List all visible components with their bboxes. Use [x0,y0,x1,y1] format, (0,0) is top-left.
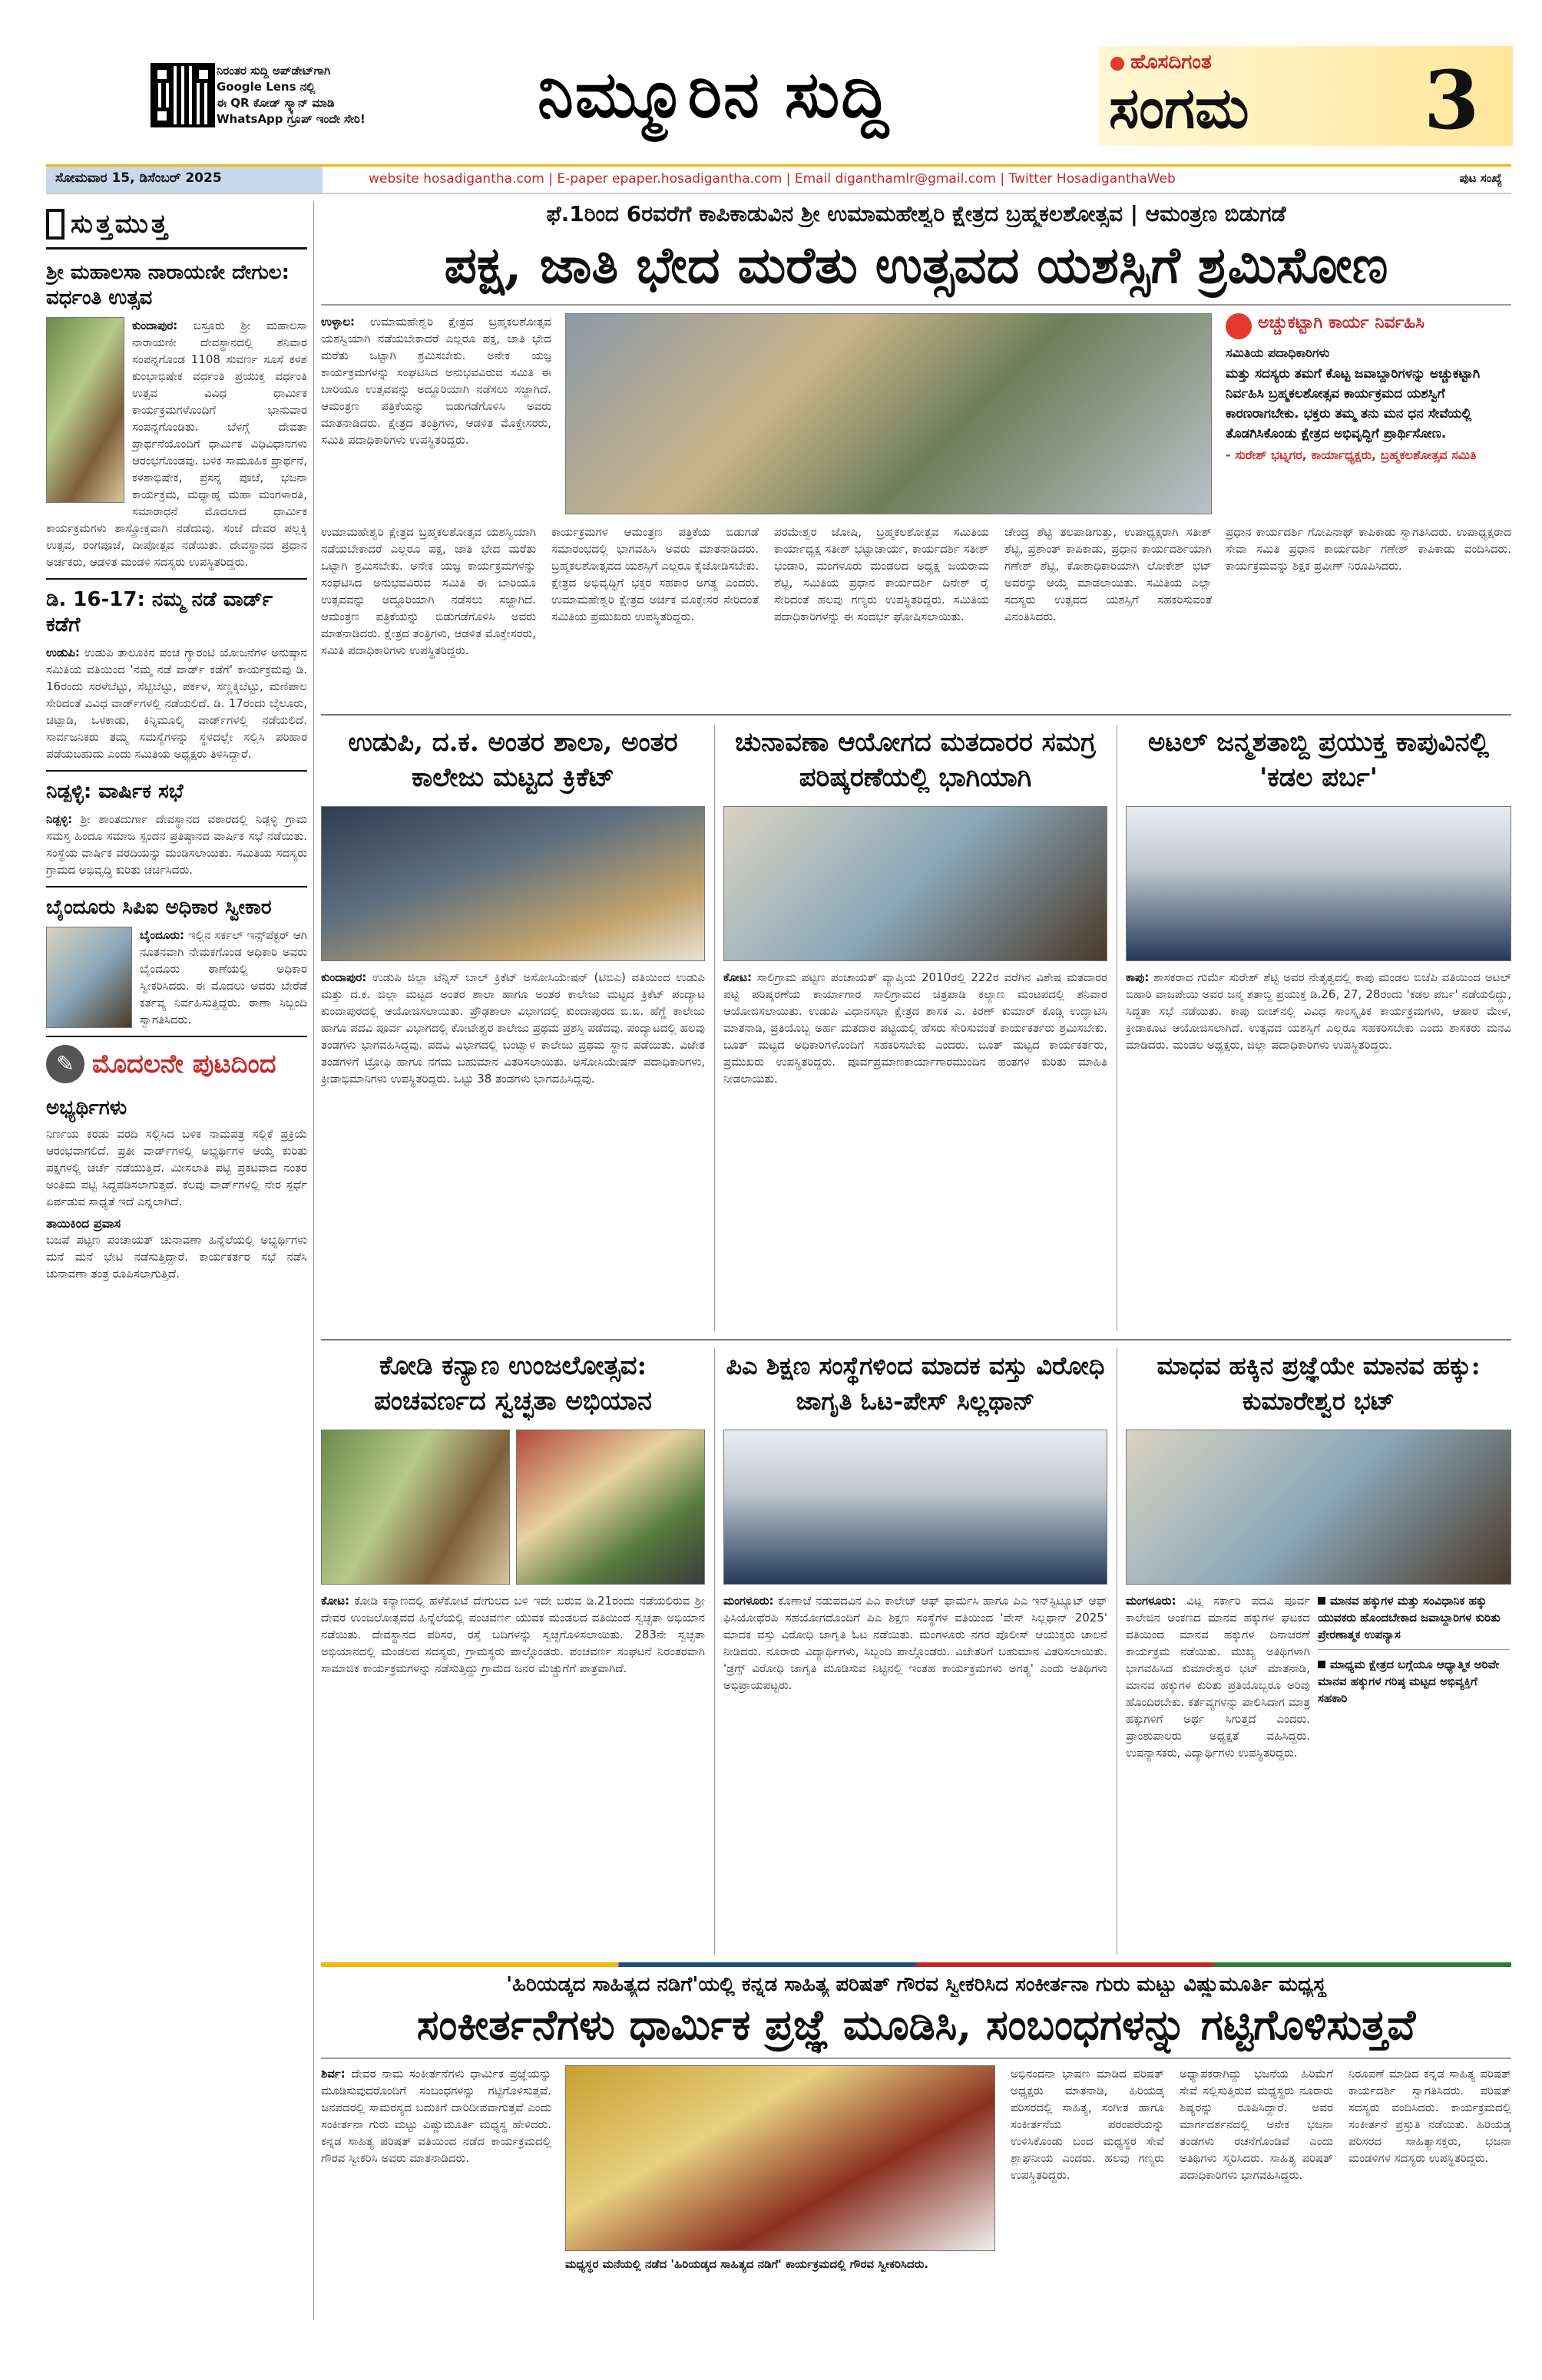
story-photo [1126,1430,1511,1585]
brand-big: ಸಂಗಮ [1109,75,1249,141]
color-divider [321,1962,1511,1967]
story-dateline: ಬೈಂದೂರು: [140,928,184,942]
quote-byline: - ಸುರೇಶ್ ಭಟ್ನಗರ, ಕಾರ್ಯಾಧ್ಯಕ್ಷರು, ಬ್ರಹ್ಮಕಲಶೋತ್ಸವ ಸಮಿತಿ [1226,448,1477,462]
contact-links: website hosadigantha.com | E-paper epaper.hosadigantha.com | Email diganthamlr@gmail.com | Twitter HosadiganthaWeb [369,171,1176,187]
section-icon [46,209,65,240]
twitter-link[interactable]: Twitter HosadiganthaWeb [1008,171,1176,187]
row3-story-3: ಮಾಧವ ಹಕ್ಕಿನ ಪ್ರಜ್ಞೆಯೇ ಮಾನವ ಹಕ್ಕು: ಕುಮಾರೇಶ್ವರ ಭಟ್ ಮಂಗಳೂರು: ವಿಟ್ಲ ಸರ್ಕಾರಿ ಪದವಿ ಪೂರ್ವ ಕಾಲೇಜಿನ ಅಂಕಣದ ಮಾನವ ಹಕ್ಕುಗಳ ಘಟಕದ ವತಿಯಿಂದ ಮಾನವ ಹಕ್ಕುಗಳ ದಿನಾಚರಣೆ ಕಾರ್ಯಕ್ರಮ ನಡೆಯಿತು. ಮುಖ್ಯ ಅತಿಥಿಗಳಾಗಿ ಭಾಗವಹಿಸಿದ ಕುಮಾರೇಶ್ವರ ಭಟ್ ಮಾತನಾಡಿ, ಮಾನವ ಹಕ್ಕುಗಳ ಕುರಿತು ಪ್ರತಿಯೊಬ್ಬರೂ ಅರಿವು ಹೊಂದಿರಬೇಕು. ಕರ್ತವ್ಯಗಳನ್ನು ಪಾಲಿಸಿದಾಗ ಮಾತ್ರ ಹಕ್ಕುಗಳಿಗೆ ಅರ್ಥ ಸಿಗುತ್ತದೆ ಎಂದರು. ಪ್ರಾಂಶುಪಾಲರು ಅಧ್ಯಕ್ಷತೆ ವಹಿಸಿದ್ದರು. ಉಪನ್ಯಾಸಕರು, ವಿದ್ಯಾರ್ಥಿಗಳು ಉಪಸ್ಥಿತರಿದ್ದರು. ಮಾನವ ಹಕ್ಕುಗಳ ಮತ್ತು ಸಂವಿಧಾನಿಕ ಹಕ್ಕು ಯುವಕರು ಹೊಂದಬೇಕಾದ ಜವಾಬ್ದಾರಿಗಳ ಕುರಿತು ಪ್ರೇರಣಾತ್ಮಕ ಉಪನ್ಯಾಸ ಮಾಧ್ಯಮ ಕ್ಷೇತ್ರದ ಬಗ್ಗೆಯೂ ಆಧ್ಯಾತ್ಮಿಕ ಅರಿವೇ ಮಾನವ ಹಕ್ಕುಗಳ ಗರಿಷ್ಠ ಮಟ್ಟದ ಅಭಿವ್ಯಕ್ತಿಗೆ ಸಹಕಾರಿ [1126,1348,1511,1955]
row3-story-2: ಪಿಎ ಶಿಕ್ಷಣ ಸಂಸ್ಥೆಗಳಿಂದ ಮಾದಕ ವಸ್ತು ವಿರೋಧಿ ಜಾಗೃತಿ ಓಟ-ಪೇಸ್ ಸಿಲ್ಲಥಾನ್ ಮಂಗಳೂರು: ಕೊಣಾಜೆ ನಡುಪದವಿನ ಪಿಎ ಕಾಲೇಜ್ ಆಫ್ ಫಾರ್ಮಸಿ ಹಾಗೂ ಪಿಎ ಇನ್‌ಸ್ಟಿಟ್ಯೂಟ್ ಆಫ್ ಫಿಸಿಯೋಥೆರಪಿ ಸಹಯೋಗದೊಂದಿಗೆ ಪಿಎ ಶಿಕ್ಷಣ ಸಂಸ್ಥೆಗಳ ವತಿಯಿಂದ 'ಪೇಸ್ ಸಿಲ್ಲಥಾನ್ 2025' ಮಾದಕ ವಸ್ತು ವಿರೋಧಿ ಜಾಗೃತಿ ಓಟ ನಡೆಯಿತು. ಮಂಗಳೂರು ನಗರ ಪೊಲೀಸ್ ಆಯುಕ್ತರು ಚಾಲನೆ ನೀಡಿದರು. ನೂರಾರು ವಿದ್ಯಾರ್ಥಿಗಳು, ಸಿಬ್ಬಂದಿ ಪಾಲ್ಗೊಂಡರು. ವಿಜೇತರಿಗೆ ಬಹುಮಾನ ವಿತರಿಸಲಾಯಿತು. 'ಡ್ರಗ್ಸ್ ವಿರೋಧಿ ಜಾಗೃತಿ ಮೂಡಿಸುವ ನಿಟ್ಟಿನಲ್ಲಿ ಇಂತಹ ಕಾರ್ಯಕ್ರಮಗಳು ಅಗತ್ಯ' ಎಂದು ಅತಿಥಿಗಳು ಅಭಿಪ್ರಾಯಪಟ್ಟರು. [723,1348,1107,1955]
sidebar-story [46,895,307,1028]
story-photo [565,2065,995,2251]
row3-story-1: ಕೋಡಿ ಕನ್ಯಾಣ ಉಂಜಲೋತ್ಸವ: ಪಂಚವರ್ಣದ ಸ್ವಚ್ಛತಾ ಅಭಿಯಾನ ಕೋಟ: ಕೋಡಿ ಕನ್ಯಾಣದಲ್ಲಿ ಹಳೆಕೋಟೆ ದೇಗುಲದ ಬಳಿ ಇದೇ ಬರುವ ಡಿ.21ರಂದು ನಡೆಯಲಿರುವ ಶ್ರೀ ದೇವರ ಉಂಜಲೋತ್ಸವದ ಹಿನ್ನೆಲೆಯಲ್ಲಿ ಪಂಚವರ್ಣ ಯುವಕ ಮಂಡಲದ ವತಿಯಿಂದ ಸ್ವಚ್ಛತಾ ಅಭಿಯಾನ ನಡೆಯಿತು. ದೇವಸ್ಥಾನದ ಪರಿಸರ, ರಸ್ತೆ ಬದಿಗಳನ್ನು ಸ್ವಚ್ಛಗೊಳಿಸಲಾಯಿತು. 283ನೇ ಸ್ವಚ್ಛತಾ ಅಭಿಯಾನದಲ್ಲಿ ಮಂಡಲದ ಸದಸ್ಯರು, ಗ್ರಾಮಸ್ಥರು ಪಾಲ್ಗೊಂಡರು. ಪಂಚವರ್ಣ ಸಂಘಟನೆ ನಿರಂತರವಾಗಿ ಸಾಮಾಜಿಕ ಕಾರ್ಯಕ್ರಮಗಳನ್ನು ನಡೆಸುತ್ತಿದ್ದು ಗ್ರಾಮದ ಜನರ ಮೆಚ್ಚುಗೆಗೆ ಪಾತ್ರವಾಗಿದೆ. [321,1348,705,1955]
story-photo [321,806,705,961]
story-text: ಉಡುಪಿ ತಾಲೂಕಿನ ಪಂಚ ಗ್ಯಾರಂಟಿ ಯೋಜನೆಗಳ ಅನುಷ್ಠಾನ ಸಮಿತಿಯ ವತಿಯಿಂದ 'ನಮ್ಮ ನಡೆ ವಾರ್ಡ್ ಕಡೆಗೆ' ಕಾರ್ಯಕ್ರಮವು ಡಿ. 16ರಂದು ಸರಳೆಬೆಟ್ಟು, ಸೆಟ್ಟಿಬೆಟ್ಟು, ಪರ್ಕಳ, ಸಣ್ಣಕ್ಕಿಬೆಟ್ಟು, ಮಣಿಪಾಲ ಸೇರಿದಂತೆ ವಿವಿಧ ವಾರ್ಡ್‌ಗಳಲ್ಲಿ ನಡೆಯಲಿದೆ. ಡಿ. 17ರಂದು ಬೈಲೂರು, ಚಿಟ್ಪಾಡಿ, ಒಳಕಾಡು, ಕಿನ್ನಿಮೂಲ್ಕಿ ವಾರ್ಡ್‌ಗಳಲ್ಲಿ ನಡೆಯಲಿದೆ. ಸಾರ್ವಜನಿಕರು ತಮ್ಮ ಸಮಸ್ಯೆಗಳನ್ನು ಸ್ಥಳದಲ್ಲೇ ಸಲ್ಲಿಸಿ ಪರಿಹಾರ ಪಡೆಯಬಹುದು ಎಂದು ಸಮಿತಿಯ ಅಧ್ಯಕ್ಷರು ತಿಳಿಸಿದ್ದಾರೆ. [46,646,307,761]
top-col-5: ಚೇಂದ್ರ ಶೆಟ್ಟಿ ತಲಪಾಡಿಗುತ್ತು, ಉಪಾಧ್ಯಕ್ಷರಾಗಿ ಸತೀಶ್ ಶೆಟ್ಟಿ, ಪ್ರಶಾಂತ್ ಕಾಪಿಕಾಡು, ಪ್ರಧಾನ ಕಾರ್ಯದರ್ಶಿಯಾಗಿ ಗಣೇಶ್ ಶೆಟ್ಟಿ, ಕೋಶಾಧಿಕಾರಿಯಾಗಿ ಲೋಕೇಶ್ ಭಟ್ ಅವರನ್ನು ಆಯ್ಕೆ ಮಾಡಲಾಯಿತು. ಸಮಿತಿಯ ಎಲ್ಲಾ ಸದಸ್ಯರು ಉತ್ಸವದ ಯಶಸ್ಸಿಗೆ ಸಹಕರಿಸುವಂತೆ ವಿನಂತಿಸಿದರು. [1004,525,1212,623]
masthead-title: ನಿಮ್ಮೂರಿನ ಸುದ್ದಿ [538,56,891,132]
top-photo [565,313,1212,514]
date-badge [46,167,323,193]
story-dateline: ಕುಂದಾಪುರ: [132,319,178,332]
top-col-3: ಕಾರ್ಯಕ್ರಮಗಳ ಆಮಂತ್ರಣ ಪತ್ರಿಕೆಯ ಬಿಡುಗಡೆ ಸಮಾರಂಭದಲ್ಲಿ ಭಾಗವಹಿಸಿ ಅವರು ಮಾತನಾಡಿದರು. ಬ್ರಹ್ಮಕಲಶೋತ್ಸವದ ಯಶಸ್ಸಿಗೆ ಎಲ್ಲರೂ ಕೈಜೋಡಿಸಬೇಕು. ಕ್ಷೇತ್ರದ ಅಭಿವೃದ್ಧಿಗೆ ಭಕ್ತರ ಸಹಕಾರ ಅಗತ್ಯ ಎಂದರು. ಉಮಾಮಹೇಶ್ವರಿ ಕ್ಷೇತ್ರದ ಅರ್ಚಕ ಮೊಕ್ತೇಸರ ಸೇರಿದಂತೆ ಸಮಿತಿಯ ಪ್ರಮುಖರು ಉಪಸ್ಥಿತರಿದ್ದರು. [551,525,759,623]
qr-line: WhatsApp ಗ್ರೂಪ್ ಇಂದೇ ಸೇರಿ! [217,112,366,126]
bullet-point: ಮಾನವ ಹಕ್ಕುಗಳ ಮತ್ತು ಸಂವಿಧಾನಿಕ ಹಕ್ಕು ಯುವಕರು ಹೊಂದಬೇಕಾದ ಜವಾಬ್ದಾರಿಗಳ ಕುರಿತು ಪ್ರೇರಣಾತ್ಮಕ ಉಪನ್ಯಾಸ [1318,1592,1510,1650]
row2-story-2: ಚುನಾವಣಾ ಆಯೋಗದ ಮತದಾರರ ಸಮಗ್ರ ಪರಿಷ್ಕರಣೆಯಲ್ಲಿ ಭಾಗಿಯಾಗಿ ಕೋಟ: ಸಾಲಿಗ್ರಾಮ ಪಟ್ಟಣ ಪಂಚಾಯತ್ ವ್ಯಾಪ್ತಿಯ 2010ರಲ್ಲಿ 222ರ ವರೆಗಿನ ವಿಶೇಷ ಮತದಾರರ ಪಟ್ಟಿ ಪರಿಷ್ಕರಣೆಯ ಕಾರ್ಯಾಗಾರ ಸಾಲಿಗ್ರಾಮದ ಚಿತ್ರಪಾಡಿ ಕಲ್ಯಾಣ ಮಂಟಪದಲ್ಲಿ ಶನಿವಾರ ಆಯೋಜಿಸಲಾಯಿತು. ಉಡುಪಿ ವಿಧಾನಸಭಾ ಕ್ಷೇತ್ರದ ಶಾಸಕ ಎ. ಕಿರಣ್ ಕುಮಾರ್ ಕೊಡ್ಗಿ ಉದ್ಘಾಟಿಸಿ ಮಾತನಾಡಿ, ಪ್ರತಿಯೊಬ್ಬ ಅರ್ಹ ಮತದಾರ ಪಟ್ಟಿಯಲ್ಲಿ ಹೆಸರು ಸೇರಿಸುವಂತೆ ಕಾರ್ಯಕರ್ತರು ಶ್ರಮಿಸಬೇಕು. ಬೂತ್ ಮಟ್ಟದ ಅಧಿಕಾರಿಗಳೊಂದಿಗೆ ಸಹಕರಿಸಬೇಕು ಎಂದರು. ಬೂತ್ ಮಟ್ಟದ ಕಾರ್ಯಕರ್ತರು, ಪ್ರಮುಖರು ಉಪಸ್ಥಿತರಿದ್ದರು. ಪೂರ್ವಪ್ರಮಾಣಕಾರ್ಯಾಗಾರಮುಂದಿನ ಹಂತಗಳ ಕುರಿತು ಮಾಹಿತಿ ನೀಡಲಾಯಿತು. [723,725,1107,1331]
email-link[interactable]: Email diganthamlr@gmail.com [794,171,996,187]
story-headline: ಡಿ. 16-17: ನಮ್ಮ ನಡೆ ವಾರ್ಡ್ ಕಡೆಗೆ [46,588,273,636]
page-number: 3 [1424,53,1480,147]
story-headline: ಪಿಎ ಶಿಕ್ಷಣ ಸಂಸ್ಥೆಗಳಿಂದ ಮಾದಕ ವಸ್ತು ವಿರೋಧಿ ಜಾಗೃತಿ ಓಟ-ಪೇಸ್ ಸಿಲ್ಲಥಾನ್ [726,1351,1105,1416]
bottom-col-4: ನಿರೂಪಣೆ ಮಾಡಿದ ಕನ್ನಡ ಸಾಹಿತ್ಯ ಪರಿಷತ್ ಕಾರ್ಯದರ್ಶಿ ಸ್ವಾಗತಿಸಿದರು. ಪರಿಷತ್ ಸದಸ್ಯರು ವಂದಿಸಿದರು. ಕಾರ್ಯಕ್ರಮದಲ್ಲಿ ಸಂಕೀರ್ತನೆ ಪ್ರಸ್ತುತಿ ನಡೆಯಿತು. ಹಿರಿಯಡ್ಕ ಪರಿಸರದ ಸಾಹಿತ್ಯಾಸಕ್ತರು, ಭಜನಾ ಮಂಡಳಿಗಳ ಸದಸ್ಯರು ಉಪಸ್ಥಿತರಿದ್ದರು. [1348,2067,1511,2165]
story-text: ಇಲ್ಲಿನ ಸರ್ಕಲ್ ಇನ್ಸ್‌ಪೆಕ್ಟರ್ ಆಗಿ ನೂತನವಾಗಿ ನೇಮಕಗೊಂಡ ಅಧಿಕಾರಿ ಅವರು ಬೈಂದೂರು ಠಾಣೆಯಲ್ಲಿ ಅಧಿಕಾರ ಸ್ವೀಕರಿಸಿದರು. ಈ ಮೊದಲು ಅವರು ಬೇರೆಡೆ ಕರ್ತವ್ಯ ನಿರ್ವಹಿಸುತ್ತಿದ್ದರು. ಠಾಣಾ ಸಿಬ್ಬಂದಿ ಸ್ವಾಗತಿಸಿದರು. [140,928,307,1026]
photo-caption: ಮಧ್ಯಸ್ಥರ ಮನೆಯಲ್ಲಿ ನಡೆದ 'ಹಿರಿಯಡ್ಕದ ಸಾಹಿತ್ಯದ ನಡಿಗೆ' ಕಾರ್ಯಕ್ರಮದಲ್ಲಿ ಗೌರವ ಸ್ವೀಕರಿಸಿದರು. [565,2257,928,2271]
qr-line: ನಿರಂತರ ಸುದ್ದಿ ಅಪ್‌ಡೇಟ್‌ಗಾಗಿ [217,64,331,78]
story-photo [723,1430,1107,1585]
story-photo [516,1430,705,1585]
date-bar [46,164,1511,194]
top-kicker: ಫೆ.1ರಿಂದ 6ರವರೆಗೆ ಕಾಪಿಕಾಡುವಿನ ಶ್ರೀ ಉಮಾಮಹೇಶ್ವರಿ ಕ್ಷೇತ್ರದ ಬ್ರಹ್ಮಕಲಶೋತ್ಸವ | ಆಮಂತ್ರಣ ಬಿಡುಗಡೆ [546,201,1286,226]
pencil-icon: ✎ [46,1045,84,1083]
bottom-story [321,1973,1511,2320]
bottom-kicker: 'ಹಿರಿಯಡ್ಕದ ಸಾಹಿತ್ಯದ ನಡಿಗೆ'ಯಲ್ಲಿ ಕನ್ನಡ ಸಾಹಿತ್ಯ ಪರಿಷತ್ ಗೌರವ ಸ್ವೀಕರಿಸಿದ ಸಂಕೀರ್ತನಾ ಗುರು ಮಟ್ಟು ವಿಷ್ಣುಮೂರ್ತಿ ಮಧ್ಯಸ್ಥ [506,1973,1326,1996]
brand-logo-icon [1110,57,1124,71]
continued-subhead-2: ತಾಯಿಕಿಂದ ಪ್ರವಾಸ [46,1216,121,1231]
continued-title: ಮೊದಲನೇ ಪುಟದಿಂದ [92,1049,276,1079]
story-text: ಬಸ್ರೂರು ಶ್ರೀ ಮಹಾಲಸಾ ನಾರಾಯಣೀ ದೇವಸ್ಥಾನದಲ್ಲಿ ಶನಿವಾರ ಸಂಪನ್ನಗೊಂಡ 1108 ಸುವರ್ಣ ಸೂಸೆ ಕಳಶ ಕುಂಭಾಭಿಷೇಕ ವರ್ಧಂತಿ ಪ್ರಯುಕ್ತ ವರ್ಧಂತಿ ಉತ್ಸವ ವಿವಿಧ ಧಾರ್ಮಿಕ ಕಾರ್ಯಕ್ರಮಗಳೊಂದಿಗೆ ಭಾನುವಾರ ಸಂಪನ್ನಗೊಂಡಿತು. ಬೆಳಗ್ಗೆ ದೇವತಾ ಪ್ರಾರ್ಥನೆಯೊಂದಿಗೆ ಧಾರ್ಮಿಕ ವಿಧಿವಿಧಾನಗಳು ಆರಂಭಗೊಂಡವು. ಬಳಿಕ ಸಾಮೂಹಿಕ ಪ್ರಾರ್ಥನೆ, ಕಳಶಾಭಿಷೇಕ, ಪ್ರಸನ್ನ ಪೂಜೆ, ಭಜನಾ ಕಾರ್ಯಕ್ರಮ, ಮಧ್ಯಾಹ್ನ ಮಹಾ ಮಂಗಳಾರತಿ, ಸಮಾರಾಧನೆ ಮೊದಲಾದ ಧಾರ್ಮಿಕ ಕಾರ್ಯಕ್ರಮಗಳು ಶಾಸ್ತ್ರೋಕ್ತವಾಗಿ ನಡೆದುವು. ಸಂಜೆ ದೇವರ ಪಲ್ಲಕ್ಕಿ ಉತ್ಸವ, ರಂಗಪೂಜೆ, ದೀಪೋತ್ಸವ ನಡೆಯಿತು. ದೇವಸ್ಥಾನದ ಪ್ರಧಾನ ಅರ್ಚಕರು, ಆಡಳಿತ ಮಂಡಳಿ ಸದಸ್ಯರು ಉಪಸ್ಥಿತರಿದ್ದರು. [46,319,307,569]
brand-block [1098,46,1513,146]
bottom-col-1: ಶಿರ್ವ: ದೇವರ ನಾಮ ಸಂಕೀರ್ತನೆಗಳು ಧಾರ್ಮಿಕ ಪ್ರಜ್ಞೆಯನ್ನು ಮೂಡಿಸುವುದರೊಂದಿಗೆ ಸಂಬಂಧಗಳನ್ನು ಗಟ್ಟಿಗೊಳಿಸುತ್ತವೆ. ಜನಪದರಲ್ಲಿ ಸಾಮರಸ್ಯದ ಬದುಕಿಗೆ ದಾರಿದೀಪವಾಗುತ್ತವೆ ಎಂದು ಸಂಕೀರ್ತನಾ ಗುರು ಮಟ್ಟು ವಿಷ್ಣುಮೂರ್ತಿ ಮಧ್ಯಸ್ಥ ಹೇಳಿದರು. ಕನ್ನಡ ಸಾಹಿತ್ಯ ಪರಿಷತ್ ವತಿಯಿಂದ ನಡೆದ ಕಾರ್ಯಕ್ರಮದಲ್ಲಿ ಗೌರವ ಸ್ವೀಕರಿಸಿ ಅವರು ಮಾತನಾಡಿದರು. [321,2067,551,2165]
story-text: ವಿಟ್ಲ ಸರ್ಕಾರಿ ಪದವಿ ಪೂರ್ವ ಕಾಲೇಜಿನ ಅಂಕಣದ ಮಾನವ ಹಕ್ಕುಗಳ ಘಟಕದ ವತಿಯಿಂದ ಮಾನವ ಹಕ್ಕುಗಳ ದಿನಾಚರಣೆ ಕಾರ್ಯಕ್ರಮ ನಡೆಯಿತು. ಮುಖ್ಯ ಅತಿಥಿಗಳಾಗಿ ಭಾಗವಹಿಸಿದ ಕುಮಾರೇಶ್ವರ ಭಟ್ ಮಾತನಾಡಿ, ಮಾನವ ಹಕ್ಕುಗಳ ಕುರಿತು ಪ್ರತಿಯೊಬ್ಬರೂ ಅರಿವು ಹೊಂದಿರಬೇಕು. ಕರ್ತವ್ಯಗಳನ್ನು ಪಾಲಿಸಿದಾಗ ಮಾತ್ರ ಹಕ್ಕುಗಳಿಗೆ ಅರ್ಥ ಸಿಗುತ್ತದೆ ಎಂದರು. ಪ್ರಾಂಶುಪಾಲರು ಅಧ್ಯಕ್ಷತೆ ವಹಿಸಿದ್ದರು. ಉಪನ್ಯಾಸಕರು, ವಿದ್ಯಾರ್ಥಿಗಳು ಉಪಸ್ಥಿತರಿದ್ದರು. [1126,1594,1310,1760]
story-text: ಕೋಡಿ ಕನ್ಯಾಣದಲ್ಲಿ ಹಳೆಕೋಟೆ ದೇಗುಲದ ಬಳಿ ಇದೇ ಬರುವ ಡಿ.21ರಂದು ನಡೆಯಲಿರುವ ಶ್ರೀ ದೇವರ ಉಂಜಲೋತ್ಸವದ ಹಿನ್ನೆಲೆಯಲ್ಲಿ ಪಂಚವರ್ಣ ಯುವಕ ಮಂಡಲದ ವತಿಯಿಂದ ಸ್ವಚ್ಛತಾ ಅಭಿಯಾನ ನಡೆಯಿತು. ದೇವಸ್ಥಾನದ ಪರಿಸರ, ರಸ್ತೆ ಬದಿಗಳನ್ನು ಸ್ವಚ್ಛಗೊಳಿಸಲಾಯಿತು. 283ನೇ ಸ್ವಚ್ಛತಾ ಅಭಿಯಾನದಲ್ಲಿ ಮಂಡಲದ ಸದಸ್ಯರು, ಗ್ರಾಮಸ್ಥರು ಪಾಲ್ಗೊಂಡರು. ಪಂಚವರ್ಣ ಸಂಘಟನೆ ನಿರಂತರವಾಗಿ ಸಾಮಾಜಿಕ ಕಾರ್ಯಕ್ರಮಗಳನ್ನು ನಡೆಸುತ್ತಿದ್ದು ಗ್ರಾಮದ ಜನರ ಮೆಚ್ಚುಗೆಗೆ ಪಾತ್ರವಾಗಿದೆ. [321,1594,705,1675]
story-headline: ಉಡುಪಿ, ದ.ಕ. ಅಂತರ ಶಾಲಾ, ಅಂತರ ಕಾಲೇಜು ಮಟ್ಟದ ಕ್ರಿಕೆಟ್ [348,727,678,793]
story-photo [46,317,124,503]
top-col-4: ಪರಮೇಶ್ವರ ಜೋಷಿ, ಬ್ರಹ್ಮಕಲಶೋತ್ಸವ ಸಮಿತಿಯ ಕಾರ್ಯಾಧ್ಯಕ್ಷ ಸತೀಶ್ ಭಟ್ಟಾಚಾರ್ಯ, ಕಾರ್ಯದರ್ಶಿ ಸತೀಶ್ ಭಂಡಾರಿ, ಮಂಗಳೂರು ಮಂಡಲದ ಅಧ್ಯಕ್ಷ ಜಯರಾಮ ಶೆಟ್ಟಿ, ಸಮಿತಿಯ ಪ್ರಧಾನ ಕಾರ್ಯದರ್ಶಿ ದಿನೇಶ್ ರೈ ಸೇರಿದಂತೆ ಹಲವು ಗಣ್ಯರು ಉಪಸ್ಥಿತರಿದ್ದರು. ಸಮಿತಿಯ ಪದಾಧಿಕಾರಿಗಳನ್ನು ಈ ಸಂದರ್ಭ ಘೋಷಿಸಲಾಯಿತು. [774,525,989,623]
bottom-col-3: ಅಧ್ಯಾಪಕರಾಗಿದ್ದು ಭಜನೆಯ ಹಿರಿಮೆಗೆ ಸೇವೆ ಸಲ್ಲಿಸುತ್ತಿರುವ ಮಧ್ಯಸ್ಥರು ನೂರಾರು ಶಿಷ್ಯರನ್ನು ರೂಪಿಸಿದ್ದಾರೆ. ಅವರ ಮಾರ್ಗದರ್ಶನದಲ್ಲಿ ಅನೇಕ ಭಜನಾ ತಂಡಗಳು ರಚನೆಗೊಂಡಿವೆ ಎಂದು ಅತಿಥಿಗಳು ಸ್ಮರಿಸಿದರು. ಸಾಹಿತ್ಯ ಪರಿಷತ್ ಪದಾಧಿಕಾರಿಗಳು ಭಾಗವಹಿಸಿದ್ದರು. [1180,2067,1333,2182]
sidebar [46,201,307,2320]
quote-box [1226,313,1511,513]
row2-story-3: ಅಟಲ್ ಜನ್ಮಶತಾಬ್ದಿ ಪ್ರಯುಕ್ತ ಕಾಪುವಿನಲ್ಲಿ 'ಕಡಲ ಪರ್ಬ' ಕಾಪು: ಶಾಸಕರಾದ ಗುರ್ಮೆ ಸುರೇಶ್ ಶೆಟ್ಟಿ ಅವರ ನೇತೃತ್ವದಲ್ಲಿ ಕಾಪು ಮಂಡಲ ಬಿಜೆಪಿ ವತಿಯಿಂದ ಅಟಲ್ ಬಿಹಾರಿ ವಾಜಪೇಯಿ ಅವರ ಜನ್ಮ ಶತಾಬ್ದಿ ಪ್ರಯುಕ್ತ ಡಿ.26, 27, 28ರಂದು 'ಕಡಲ ಪರ್ಬ' ನಡೆಯಲಿದ್ದು, ಸಿದ್ಧತಾ ಸಭೆ ನಡೆಯಿತು. ಕಾಪು ಬೀಚ್‌ನಲ್ಲಿ ವಿವಿಧ ಸಾಂಸ್ಕೃತಿಕ ಕಾರ್ಯಕ್ರಮಗಳು, ಆಹಾರ ಮೇಳ, ಕ್ರೀಡಾಕೂಟ ಆಯೋಜಿಸಲಾಗಿದೆ. ಉತ್ಸವದ ಯಶಸ್ಸಿಗೆ ಎಲ್ಲರೂ ಸಹಕರಿಸಬೇಕು ಎಂದು ಶಾಸಕರು ಮನವಿ ಮಾಡಿದರು. ಮಂಡಲ ಅಧ್ಯಕ್ಷರು, ಜಿಲ್ಲಾ ಪದಾಧಿಕಾರಿಗಳು ಉಪಸ್ಥಿತರಿದ್ದರು. [1126,725,1511,1331]
story-headline: ಮಾಧವ ಹಕ್ಕಿನ ಪ್ರಜ್ಞೆಯೇ ಮಾನವ ಹಕ್ಕು: ಕುಮಾರೇಶ್ವರ ಭಟ್ [1156,1351,1481,1416]
story-headline: ಚುನಾವಣಾ ಆಯೋಗದ ಮತದಾರರ ಸಮಗ್ರ ಪರಿಷ್ಕರಣೆಯಲ್ಲಿ ಭಾಗಿಯಾಗಿ [735,727,1096,793]
website-link[interactable]: website hosadigantha.com [369,171,544,187]
bottom-photo-block [565,2065,995,2319]
brand-small: ಹೊಸದಿಗಂತ [1130,51,1212,74]
issue-date: ಸೋಮವಾರ 15, ಡಿಸೆಂಬರ್ 2025 [55,170,222,186]
continued-text-2: ಬಜಪೆ ಪಟ್ಟಣ ಪಂಚಾಯತ್ ಚುನಾವಣಾ ಹಿನ್ನೆಲೆಯಲ್ಲಿ ಅಭ್ಯರ್ಥಿಗಳು ಮನೆ ಮನೆ ಭೇಟಿ ನಡೆಸುತ್ತಿದ್ದಾರೆ. ಕಾರ್ಯಕರ್ತರ ಸಭೆ ನಡೆಸಿ ಚುನಾವಣಾ ತಂತ್ರ ರೂಪಿಸಲಾಗುತ್ತಿದೆ. [46,1233,307,1281]
top-headline: ಪಕ್ಷ, ಜಾತಿ ಭೇದ ಮರೆತು ಉತ್ಸವದ ಯಶಸ್ಸಿಗೆ ಶ್ರಮಿಸೋಣ [444,235,1388,295]
continued-text: ನಿರ್ಣಯ ಕರಡು ವರದಿ ಸಲ್ಲಿಸಿದ ಬಳಿಕ ನಾಮಪತ್ರ ಸಲ್ಲಿಕೆ ಪ್ರಕ್ರಿಯೆ ಆರಂಭವಾಗಲಿದೆ. ಪ್ರತೀ ವಾರ್ಡ್‌ಗಳಲ್ಲಿ ಅಭ್ಯರ್ಥಿಗಳ ಆಯ್ಕೆ ಕುರಿತು ಪಕ್ಷಗಳಲ್ಲಿ ಚರ್ಚೆ ನಡೆಯುತ್ತಿದೆ. ಮೀಸಲಾತಿ ಪಟ್ಟಿ ಪ್ರಕಟವಾದ ನಂತರ ಅಂತಿಮ ಪಟ್ಟಿ ಸಿದ್ಧಪಡಿಸಲಾಗುತ್ತದೆ. ಕೆಲವು ವಾರ್ಡ್‌ಗಳಲ್ಲಿ ನೇರ ಸ್ಪರ್ಧೆ ಏರ್ಪಡುವ ಸಾಧ್ಯತೆ ಇದೆ ಎನ್ನಲಾಗಿದೆ. [46,1127,307,1208]
story-headline: ಶ್ರೀ ಮಹಾಲಸಾ ನಾರಾಯಣೀ ದೇಗುಲ: ವರ್ಧಂತಿ ಉತ್ಸವ [46,261,290,309]
square-bullet-icon [1318,1661,1325,1668]
top-col-6: ಪ್ರಧಾನ ಕಾರ್ಯದರ್ಶಿ ಗೋಪಿನಾಥ್ ಕಾಪಿಕಾಡು ಸ್ವಾಗತಿಸಿದರು. ಉಪಾಧ್ಯಕ್ಷರಾದ ಸೇವಾ ಸಮಿತಿ ಪ್ರಧಾನ ಕಾರ್ಯದರ್ಶಿ ಗಣೇಶ್ ಕಾಪಿಕಾಡು ವಂದಿಸಿದರು. ಕಾರ್ಯಕ್ರಮವನ್ನು ಶಿಕ್ಷಕ ಪ್ರವೀಣ್ ನಿರೂಪಿಸಿದರು. [1226,525,1511,573]
qr-line: ಈ QR ಕೋಡ್ ಸ್ಕ್ಯಾನ್ ಮಾಡಿ [217,96,335,110]
continued-subhead: ಅಭ್ಯರ್ಥಿಗಳು [46,1096,127,1119]
story-headline: ಕೋಡಿ ಕನ್ಯಾಣ ಉಂಜಲೋತ್ಸವ: ಪಂಚವರ್ಣದ ಸ್ವಚ್ಛತಾ ಅಭಿಯಾನ [374,1350,652,1416]
page-label: ಪುಟ ಸಂಖ್ಯೆ [1459,171,1502,185]
story-headline: ಬೈಂದೂರು ಸಿಪಿಐ ಅಧಿಕಾರ ಸ್ವೀಕಾರ [46,896,272,919]
story-text: ಸಾಲಿಗ್ರಾಮ ಪಟ್ಟಣ ಪಂಚಾಯತ್ ವ್ಯಾಪ್ತಿಯ 2010ರಲ್ಲಿ 222ರ ವರೆಗಿನ ವಿಶೇಷ ಮತದಾರರ ಪಟ್ಟಿ ಪರಿಷ್ಕರಣೆಯ ಕಾರ್ಯಾಗಾರ ಸಾಲಿಗ್ರಾಮದ ಚಿತ್ರಪಾಡಿ ಕಲ್ಯಾಣ ಮಂಟಪದಲ್ಲಿ ಶನಿವಾರ ಆಯೋಜಿಸಲಾಯಿತು. ಉಡುಪಿ ವಿಧಾನಸಭಾ ಕ್ಷೇತ್ರದ ಶಾಸಕ ಎ. ಕಿರಣ್ ಕುಮಾರ್ ಕೊಡ್ಗಿ ಉದ್ಘಾಟಿಸಿ ಮಾತನಾಡಿ, ಪ್ರತಿಯೊಬ್ಬ ಅರ್ಹ ಮತದಾರ ಪಟ್ಟಿಯಲ್ಲಿ ಹೆಸರು ಸೇರಿಸುವಂತೆ ಕಾರ್ಯಕರ್ತರು ಶ್ರಮಿಸಬೇಕು. ಬೂತ್ ಮಟ್ಟದ ಅಧಿಕಾರಿಗಳೊಂದಿಗೆ ಸಹಕರಿಸಬೇಕು ಎಂದರು. ಬೂತ್ ಮಟ್ಟದ ಕಾರ್ಯಕರ್ತರು, ಪ್ರಮುಖರು ಉಪಸ್ಥಿತರಿದ್ದರು. ಪೂರ್ವಪ್ರಮಾಣಕಾರ್ಯಾಗಾರಮುಂದಿನ ಹಂತಗಳ ಕುರಿತು ಮಾಹಿತಿ ನೀಡಲಾಯಿತು. [723,970,1107,1086]
story-photo [723,806,1107,961]
top-col-1: ಉಳ್ಳಾಲ: ಉಮಾಮಹೇಶ್ವರಿ ಕ್ಷೇತ್ರದ ಬ್ರಹ್ಮಕಲಶೋತ್ಸವ ಯಶಸ್ವಿಯಾಗಿ ನಡೆಯಬೇಕಾದರೆ ಎಲ್ಲರೂ ಪಕ್ಷ, ಜಾತಿ ಭೇದ ಮರೆತು ಒಟ್ಟಾಗಿ ಶ್ರಮಿಸಬೇಕು. ಅನೇಕ ಯಜ್ಞ ಕಾರ್ಯಕ್ರಮಗಳನ್ನು ಸಂಘಟಿಸಿದ ಅನುಭವವಿರುವ ಸಮಿತಿ ಈ ಬಾರಿಯೂ ಉತ್ಸವವನ್ನು ಅದ್ದೂರಿಯಾಗಿ ನಡೆಸಲು ಸಜ್ಜಾಗಿದೆ. ಆಮಂತ್ರಣ ಪತ್ರಿಕೆಯನ್ನು ಬಿಡುಗಡೆಗೊಳಿಸಿ ಅವರು ಮಾತನಾಡಿದರು. ಕ್ಷೇತ್ರದ ತಂತ್ರಿಗಳು, ಆಡಳಿತ ಮೊಕ್ತೇಸರರು, ಸಮಿತಿ ಪದಾಧಿಕಾರಿಗಳು ಉಪಸ್ಥಿತರಿದ್ದರು. [321,315,551,447]
story-headline: ನಿಡ್ಪಳ್ಳಿ: ವಾರ್ಷಿಕ ಸಭೆ [46,780,184,803]
sidebar-section-title [46,201,307,250]
story-headline: ಅಟಲ್ ಜನ್ಮಶತಾಬ್ದಿ ಪ್ರಯುಕ್ತ ಕಾಪುವಿನಲ್ಲಿ 'ಕಡಲ ಪರ್ಬ' [1147,727,1490,793]
qr-code[interactable] [151,63,215,127]
top-col-2: ಉಮಾಮಹೇಶ್ವರಿ ಕ್ಷೇತ್ರದ ಬ್ರಹ್ಮಕಲಶೋತ್ಸವ ಯಶಸ್ವಿಯಾಗಿ ನಡೆಯಬೇಕಾದರೆ ಎಲ್ಲರೂ ಪಕ್ಷ, ಜಾತಿ ಭೇದ ಮರೆತು ಒಟ್ಟಾಗಿ ಶ್ರಮಿಸಬೇಕು. ಅನೇಕ ಯಜ್ಞ ಕಾರ್ಯಕ್ರಮಗಳನ್ನು ಸಂಘಟಿಸಿದ ಅನುಭವವಿರುವ ಸಮಿತಿ ಈ ಬಾರಿಯೂ ಉತ್ಸವವನ್ನು ಅದ್ದೂರಿಯಾಗಿ ನಡೆಸಲು ಸಜ್ಜಾಗಿದೆ. ಆಮಂತ್ರಣ ಪತ್ರಿಕೆಯನ್ನು ಬಿಡುಗಡೆಗೊಳಿಸಿ ಅವರು ಮಾತನಾಡಿದರು. ಕ್ಷೇತ್ರದ ತಂತ್ರಿಗಳು, ಆಡಳಿತ ಮೊಕ್ತೇಸರರು, ಸಮಿತಿ ಪದಾಧಿಕಾರಿಗಳು ಉಪಸ್ಥಿತರಿದ್ದರು. [321,525,536,657]
quote-title: ಅಚ್ಚುಕಟ್ಟಾಗಿ ಕಾರ್ಯ ನಿರ್ವಹಿಸಿ [1258,313,1425,332]
story-text: ಕೊಣಾಜೆ ನಡುಪದವಿನ ಪಿಎ ಕಾಲೇಜ್ ಆಫ್ ಫಾರ್ಮಸಿ ಹಾಗೂ ಪಿಎ ಇನ್‌ಸ್ಟಿಟ್ಯೂಟ್ ಆಫ್ ಫಿಸಿಯೋಥೆರಪಿ ಸಹಯೋಗದೊಂದಿಗೆ ಪಿಎ ಶಿಕ್ಷಣ ಸಂಸ್ಥೆಗಳ ವತಿಯಿಂದ 'ಪೇಸ್ ಸಿಲ್ಲಥಾನ್ 2025' ಮಾದಕ ವಸ್ತು ವಿರೋಧಿ ಜಾಗೃತಿ ಓಟ ನಡೆಯಿತು. ಮಂಗಳೂರು ನಗರ ಪೊಲೀಸ್ ಆಯುಕ್ತರು ಚಾಲನೆ ನೀಡಿದರು. ನೂರಾರು ವಿದ್ಯಾರ್ಥಿಗಳು, ಸಿಬ್ಬಂದಿ ಪಾಲ್ಗೊಂಡರು. ವಿಜೇತರಿಗೆ ಬಹುಮಾನ ವಿತರಿಸಲಾಯಿತು. 'ಡ್ರಗ್ಸ್ ವಿರೋಧಿ ಜಾಗೃತಿ ಮೂಡಿಸುವ ನಿಟ್ಟಿನಲ್ಲಿ ಇಂತಹ ಕಾರ್ಯಕ್ರಮಗಳು ಅಗತ್ಯ' ಎಂದು ಅತಿಥಿಗಳು ಅಭಿಪ್ರಾಯಪಟ್ಟರು. [723,1594,1107,1692]
sidebar-story [46,587,307,762]
square-bullet-icon [1318,1597,1325,1605]
quote-subtitle: ಸಮಿತಿಯ ಪದಾಧಿಕಾರಿಗಳು [1226,345,1330,360]
continued-box [46,1045,307,1282]
story-photo [321,1430,510,1585]
sidebar-story [46,260,307,570]
section-title-text: ಸುತ್ತಮುತ್ತ [71,209,170,240]
bottom-col-2: ಅಭಿನಂದನಾ ಭಾಷಣ ಮಾಡಿದ ಪರಿಷತ್ ಅಧ್ಯಕ್ಷರು ಮಾತನಾಡಿ, ಹಿರಿಯಡ್ಕ ಪರಿಸರದಲ್ಲಿ ಸಾಹಿತ್ಯ, ಸಂಗೀತ ಹಾಗೂ ಸಂಕೀರ್ತನೆಯ ಪರಂಪರೆಯನ್ನು ಉಳಿಸಿಕೊಂಡು ಬಂದ ಮಧ್ಯಸ್ಥರ ಸೇವೆ ಶ್ಲಾಘನೀಯ ಎಂದರು. ಹಲವು ಗಣ್ಯರು ಉಪಸ್ಥಿತರಿದ್ದರು. [1011,2067,1164,2182]
quote-text: ಮತ್ತು ಸದಸ್ಯರು ತಮಗೆ ಕೊಟ್ಟ ಜವಾಬ್ದಾರಿಗಳನ್ನು ಅಚ್ಚುಕಟ್ಟಾಗಿ ನಿರ್ವಹಿಸಿ ಬ್ರಹ್ಮಕಲಶೋತ್ಸವ ಕಾರ್ಯಕ್ರಮದ ಯಶಸ್ವಿಗೆ ಕಾರಣರಾಗಬೇಕು. ಭಕ್ತರು ತಮ್ಮ ತನು ಮನ ಧನ ಸೇವೆಯಲ್ಲಿ ತೊಡಗಿಸಿಕೊಂಡು ಕ್ಷೇತ್ರದ ಅಭಿವೃದ್ಧಿಗೆ ಪ್ರಾರ್ಥಿಸೋಣ. [1226,366,1481,441]
masthead [0,0,1542,187]
top-dateline: ಉಳ್ಳಾಲ: [321,315,355,329]
bottom-headline: ಸಂಕೀರ್ತನೆಗಳು ಧಾರ್ಮಿಕ ಪ್ರಜ್ಞೆ ಮೂಡಿಸಿ, ಸಂಬಂಧಗಳನ್ನು ಗಟ್ಟಿಗೊಳಿಸುತ್ತವೆ [416,2000,1416,2049]
epaper-link[interactable]: E-paper epaper.hosadigantha.com [557,171,783,187]
story-dateline: ನಿಡ್ಪಳ್ಳಿ: [46,812,73,826]
story-dateline: ಉಡುಪಿ: [46,646,80,659]
story-text: ಉಡುಪಿ ಜಿಲ್ಲಾ ಟೆನ್ನಿಸ್ ಬಾಲ್ ಕ್ರಿಕೆಟ್ ಅಸೋಸಿಯೇಷನ್ (ಟಿಬಿಎ) ವತಿಯಿಂದ ಉಡುಪಿ ಮತ್ತು ದ.ಕ. ಜಿಲ್ಲಾ ಮಟ್ಟದ ಅಂತರ ಶಾಲಾ ಹಾಗೂ ಅಂತರ ಕಾಲೇಜು ಮಟ್ಟದ ಕ್ರಿಕೆಟ್ ಪಂದ್ಯಾಟ ಕುಂದಾಪುರದಲ್ಲಿ ಆಯೋಜಿಸಲಾಯಿತು. ಪ್ರೌಢಶಾಲಾ ವಿಭಾಗದಲ್ಲಿ ಕುಂದಾಪುರದ ಬಿ.ಬಿ. ಹೆಗ್ಡೆ ಕಾಲೇಜು ಹಾಗೂ ಪದವಿ ಪೂರ್ವ ವಿಭಾಗದಲ್ಲಿ ಕೋಟೇಶ್ವರ ಕಾಲೇಜು ಪ್ರಥಮ ಪ್ರಶಸ್ತಿ ಪಡೆದವು. ಪಂದ್ಯಾಟದಲ್ಲಿ ಹಲವು ತಂಡಗಳು ಭಾಗವಹಿಸಿದ್ದವು. ಪದವಿ ವಿಭಾಗದಲ್ಲಿ ಬಂಟ್ವಾಳ ಕಾಲೇಜು ಪ್ರಥಮ ಸ್ಥಾನ ಪಡೆಯಿತು. ವಿಜೇತ ತಂಡಗಳಿಗೆ ಟ್ರೋಫಿ ಹಾಗೂ ನಗದು ಬಹುಮಾನ ವಿತರಿಸಲಾಯಿತು. ಅಸೋಸಿಯೇಷನ್ ಪದಾಧಿಕಾರಿಗಳು, ಕ್ರೀಡಾಭಿಮಾನಿಗಳು ಉಪಸ್ಥಿತರಿದ್ದರು. ಒಟ್ಟು 38 ತಂಡಗಳು ಭಾಗವಹಿಸಿದ್ದವು. [321,970,705,1086]
officer-photo [46,927,132,1028]
bullet-point: ಮಾಧ್ಯಮ ಕ್ಷೇತ್ರದ ಬಗ್ಗೆಯೂ ಆಧ್ಯಾತ್ಮಿಕ ಅರಿವೇ ಮಾನವ ಹಕ್ಕುಗಳ ಗರಿಷ್ಠ ಮಟ್ಟದ ಅಭಿವ್ಯಕ್ತಿಗೆ ಸಹಕಾರಿ [1318,1658,1500,1705]
story-photo [1126,806,1511,961]
story-text: ಶಾಸಕರಾದ ಗುರ್ಮೆ ಸುರೇಶ್ ಶೆಟ್ಟಿ ಅವರ ನೇತೃತ್ವದಲ್ಲಿ ಕಾಪು ಮಂಡಲ ಬಿಜೆಪಿ ವತಿಯಿಂದ ಅಟಲ್ ಬಿಹಾರಿ ವಾಜಪೇಯಿ ಅವರ ಜನ್ಮ ಶತಾಬ್ದಿ ಪ್ರಯುಕ್ತ ಡಿ.26, 27, 28ರಂದು 'ಕಡಲ ಪರ್ಬ' ನಡೆಯಲಿದ್ದು, ಸಿದ್ಧತಾ ಸಭೆ ನಡೆಯಿತು. ಕಾಪು ಬೀಚ್‌ನಲ್ಲಿ ವಿವಿಧ ಸಾಂಸ್ಕೃತಿಕ ಕಾರ್ಯಕ್ರಮಗಳು, ಆಹಾರ ಮೇಳ, ಕ್ರೀಡಾಕೂಟ ಆಯೋಜಿಸಲಾಗಿದೆ. ಉತ್ಸವದ ಯಶಸ್ಸಿಗೆ ಎಲ್ಲರೂ ಸಹಕರಿಸಬೇಕು ಎಂದು ಶಾಸಕರು ಮನವಿ ಮಾಡಿದರು. ಮಂಡಲ ಅಧ್ಯಕ್ಷರು, ಜಿಲ್ಲಾ ಪದಾಧಿಕಾರಿಗಳು ಉಪಸ್ಥಿತರಿದ್ದರು. [1126,970,1511,1052]
qr-line: Google Lens ನಲ್ಲಿ [217,80,316,94]
row2-story-1: ಉಡುಪಿ, ದ.ಕ. ಅಂತರ ಶಾಲಾ, ಅಂತರ ಕಾಲೇಜು ಮಟ್ಟದ ಕ್ರಿಕೆಟ್ ಕುಂದಾಪುರ: ಉಡುಪಿ ಜಿಲ್ಲಾ ಟೆನ್ನಿಸ್ ಬಾಲ್ ಕ್ರಿಕೆಟ್ ಅಸೋಸಿಯೇಷನ್ (ಟಿಬಿಎ) ವತಿಯಿಂದ ಉಡುಪಿ ಮತ್ತು ದ.ಕ. ಜಿಲ್ಲಾ ಮಟ್ಟದ ಅಂತರ ಶಾಲಾ ಹಾಗೂ ಅಂತರ ಕಾಲೇಜು ಮಟ್ಟದ ಕ್ರಿಕೆಟ್ ಪಂದ್ಯಾಟ ಕುಂದಾಪುರದಲ್ಲಿ ಆಯೋಜಿಸಲಾಯಿತು. ಪ್ರೌಢಶಾಲಾ ವಿಭಾಗದಲ್ಲಿ ಕುಂದಾಪುರದ ಬಿ.ಬಿ. ಹೆಗ್ಡೆ ಕಾಲೇಜು ಹಾಗೂ ಪದವಿ ಪೂರ್ವ ವಿಭಾಗದಲ್ಲಿ ಕೋಟೇಶ್ವರ ಕಾಲೇಜು ಪ್ರಥಮ ಪ್ರಶಸ್ತಿ ಪಡೆದವು. ಪಂದ್ಯಾಟದಲ್ಲಿ ಹಲವು ತಂಡಗಳು ಭಾಗವಹಿಸಿದ್ದವು. ಪದವಿ ವಿಭಾಗದಲ್ಲಿ ಬಂಟ್ವಾಳ ಕಾಲೇಜು ಪ್ರಥಮ ಸ್ಥಾನ ಪಡೆಯಿತು. ವಿಜೇತ ತಂಡಗಳಿಗೆ ಟ್ರೋಫಿ ಹಾಗೂ ನಗದು ಬಹುಮಾನ ವಿತರಿಸಲಾಯಿತು. ಅಸೋಸಿಯೇಷನ್ ಪದಾಧಿಕಾರಿಗಳು, ಕ್ರೀಡಾಭಿಮಾನಿಗಳು ಉಪಸ್ಥಿತರಿದ್ದರು. ಒಟ್ಟು 38 ತಂಡಗಳು ಭಾಗವಹಿಸಿದ್ದವು. [321,725,705,1331]
vodafone-icon [1226,313,1252,339]
qr-instructions [217,63,470,127]
top-story [321,201,1511,708]
sidebar-story [46,779,307,878]
story-text: ಶ್ರೀ ಶಾಂತದುರ್ಗಾ ದೇವಸ್ಥಾನದ ವಠಾರದಲ್ಲಿ ನಿಡ್ಪಳ್ಳಿ ಗ್ರಾಮ ಸಮಸ್ತ ಹಿಂದೂ ಸಮಾಜ ಸ್ಪಂದನ ಪ್ರತಿಷ್ಠಾನದ ವಾರ್ಷಿಕ ಸಭೆ ನಡೆಯಿತು. ಸಂಸ್ಥೆಯ ವಾರ್ಷಿಕ ವರದಿಯನ್ನು ಮಂಡಿಸಲಾಯಿತು. ಸಮಿತಿಯ ಸದಸ್ಯರು ಗ್ರಾಮದ ಅಭಿವೃದ್ಧಿ ಕುರಿತು ಚರ್ಚಿಸಿದರು. [46,812,307,877]
